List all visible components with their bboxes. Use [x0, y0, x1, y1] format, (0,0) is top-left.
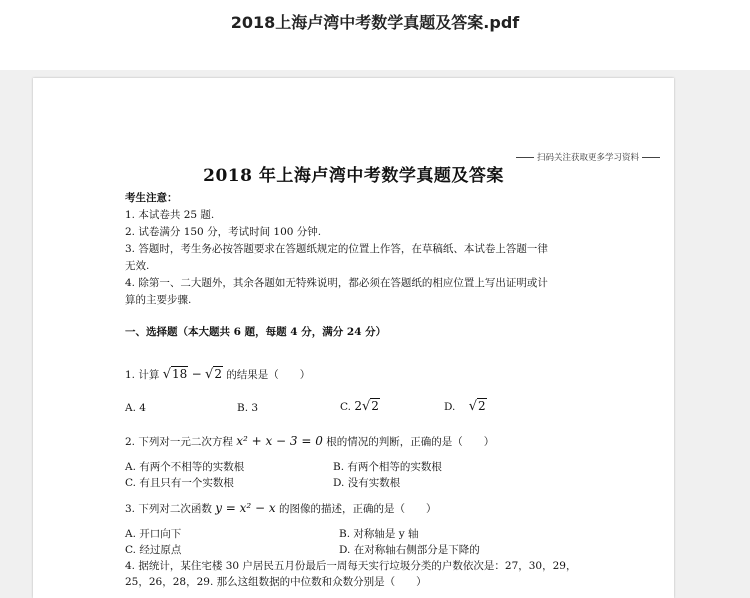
question-3 — [125, 500, 437, 517]
q3-option-b: B. 对称轴是 y 轴 — [339, 528, 419, 540]
q3-prefix: 3. 下列对二次函数 — [125, 503, 212, 515]
promo-text: 扫码关注获取更多学习资料 — [537, 153, 640, 163]
q2-option-a: A. 有两个不相等的实数根 — [125, 461, 245, 473]
notice-item: 无效. — [125, 260, 150, 272]
q3-option-c: C. 经过原点 — [125, 544, 182, 556]
q2-equation: x² + x − 3 = 0 — [236, 434, 323, 448]
q2-suffix: 根的情况的判断，正确的是（ ） — [326, 436, 495, 448]
file-title: 2018上海卢湾中考数学真题及答案.pdf — [230, 13, 520, 32]
q3-suffix: 的图像的描述，正确的是（ ） — [279, 503, 437, 515]
q1-option-b: B. 3 — [237, 402, 259, 414]
q2-option-c: C. 有且只有一个实数根 — [125, 477, 234, 489]
notice-item: 1. 本试卷共 25 题. — [125, 209, 215, 221]
notice-item: 4. 除第一、二大题外，其余各题如无特殊说明，都必须在答题纸的相应位置上写出证明或计 — [125, 277, 548, 289]
promo-right-rule — [642, 157, 660, 158]
notice-item: 3. 答题时，考生务必按答题要求在答题纸规定的位置上作答，在草稿纸、本试卷上答题一律 — [125, 243, 548, 255]
notice-heading: 考生注意： — [125, 192, 178, 204]
q3-option-d: D. 在对称轴右侧部分是下降的 — [339, 544, 480, 556]
q1-option-d: D. √2 — [444, 399, 486, 414]
sqrt-symbol: √2 — [205, 367, 222, 382]
q1-suffix: 的结果是（ ） — [226, 369, 311, 381]
question-1 — [125, 366, 310, 383]
q1-option-a: A. 4 — [125, 402, 146, 414]
section-heading: 一、选择题（本大题共 6 题，每题 4 分，满分 24 分） — [125, 326, 387, 338]
sqrt-symbol: √18 — [162, 367, 188, 382]
minus-sign: − — [191, 367, 202, 381]
sqrt-symbol: √2 — [361, 399, 379, 414]
notice-item: 2. 试卷满分 150 分，考试时间 100 分钟. — [125, 226, 322, 238]
q1-option-c: C. 2√2 — [340, 399, 379, 414]
pdf-page — [33, 78, 674, 598]
viewer-toolbar — [0, 0, 750, 70]
q2-prefix: 2. 下列对一元二次方程 — [125, 436, 233, 448]
q2-option-d: D. 没有实数根 — [333, 477, 401, 489]
promo-left-rule — [516, 157, 534, 158]
q2-option-b: B. 有两个相等的实数根 — [333, 461, 442, 473]
q3-function: y = x² − x — [215, 501, 276, 515]
question-2 — [125, 433, 494, 450]
q3-option-a: A. 开口向下 — [125, 528, 182, 540]
document-title: 2018 年上海卢湾中考数学真题及答案 — [203, 166, 504, 186]
q1-prefix: 1. 计算 — [125, 369, 160, 381]
question-4-line-2: 25，26，28，29. 那么这组数据的中位数和众数分别是（ ） — [125, 576, 427, 588]
question-4-line-1: 4. 据统计，某住宅楼 30 户居民五月份最后一周每天实行垃圾分类的户数依次是：27，30，29， — [125, 560, 577, 572]
notice-item: 算的主要步骤. — [125, 294, 192, 306]
sqrt-symbol: √2 — [468, 399, 486, 414]
